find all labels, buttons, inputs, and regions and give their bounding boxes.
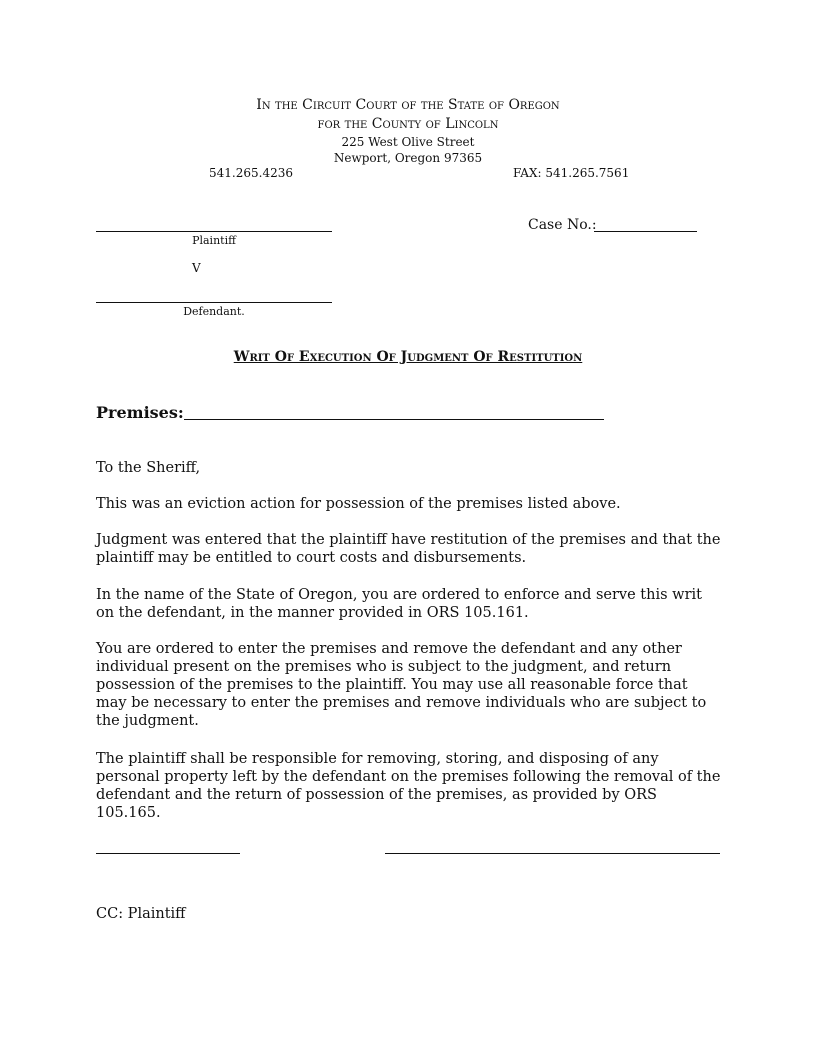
court-name-line1: In the Circuit Court of the State of Oregon xyxy=(256,97,560,113)
defendant-name-line[interactable] xyxy=(96,302,332,303)
salutation: To the Sheriff, xyxy=(96,460,201,476)
court-fax: FAX: 541.265.7561 xyxy=(513,166,630,180)
case-number-line[interactable] xyxy=(594,231,697,232)
plaintiff-label: Plaintiff xyxy=(192,234,236,247)
cc-line: CC: Plaintiff xyxy=(96,906,186,922)
paragraph-2: Judgment was entered that the plaintiff have restitution of the premises and that the plaintiff may be entitled to court costs and disbursements. xyxy=(96,532,721,566)
paragraph-5: The plaintiff shall be responsible for removing, storing, and disposing of any personal property left by the defendant on the premises following the removal of the defendant and the return of possession of the premises, as provided by ORS 105.165. xyxy=(96,751,721,821)
premises-label: Premises: xyxy=(96,403,184,422)
plaintiff-name-line[interactable] xyxy=(96,231,332,232)
case-number-label: Case No.: xyxy=(528,217,597,233)
document-title: Writ Of Execution Of Judgment Of Restitution xyxy=(233,349,583,365)
premises-line[interactable] xyxy=(184,419,604,420)
paragraph-1: This was an eviction action for possession of the premises listed above. xyxy=(96,496,621,512)
court-address-city: Newport, Oregon 97365 xyxy=(333,151,483,165)
court-name-line2: for the County of Lincoln xyxy=(317,116,499,132)
paragraph-4: You are ordered to enter the premises and remove the defendant and any other individual present on the premises who is subject to the judgment, and return possession of the premises to the plaintiff. You may use all reasonable force that may be necessary to enter the premises and remove individuals who are subject to the judgment. xyxy=(96,641,707,729)
signature-line[interactable] xyxy=(385,853,720,854)
court-address-street: 225 West Olive Street xyxy=(341,135,475,149)
defendant-label: Defendant. xyxy=(183,305,245,318)
date-line[interactable] xyxy=(96,853,240,854)
court-phone: 541.265.4236 xyxy=(209,166,293,180)
paragraph-3: In the name of the State of Oregon, you are ordered to enforce and serve this writ on the defendant, in the manner provided in ORS 105.161. xyxy=(96,587,702,621)
versus-label: V xyxy=(192,261,201,275)
